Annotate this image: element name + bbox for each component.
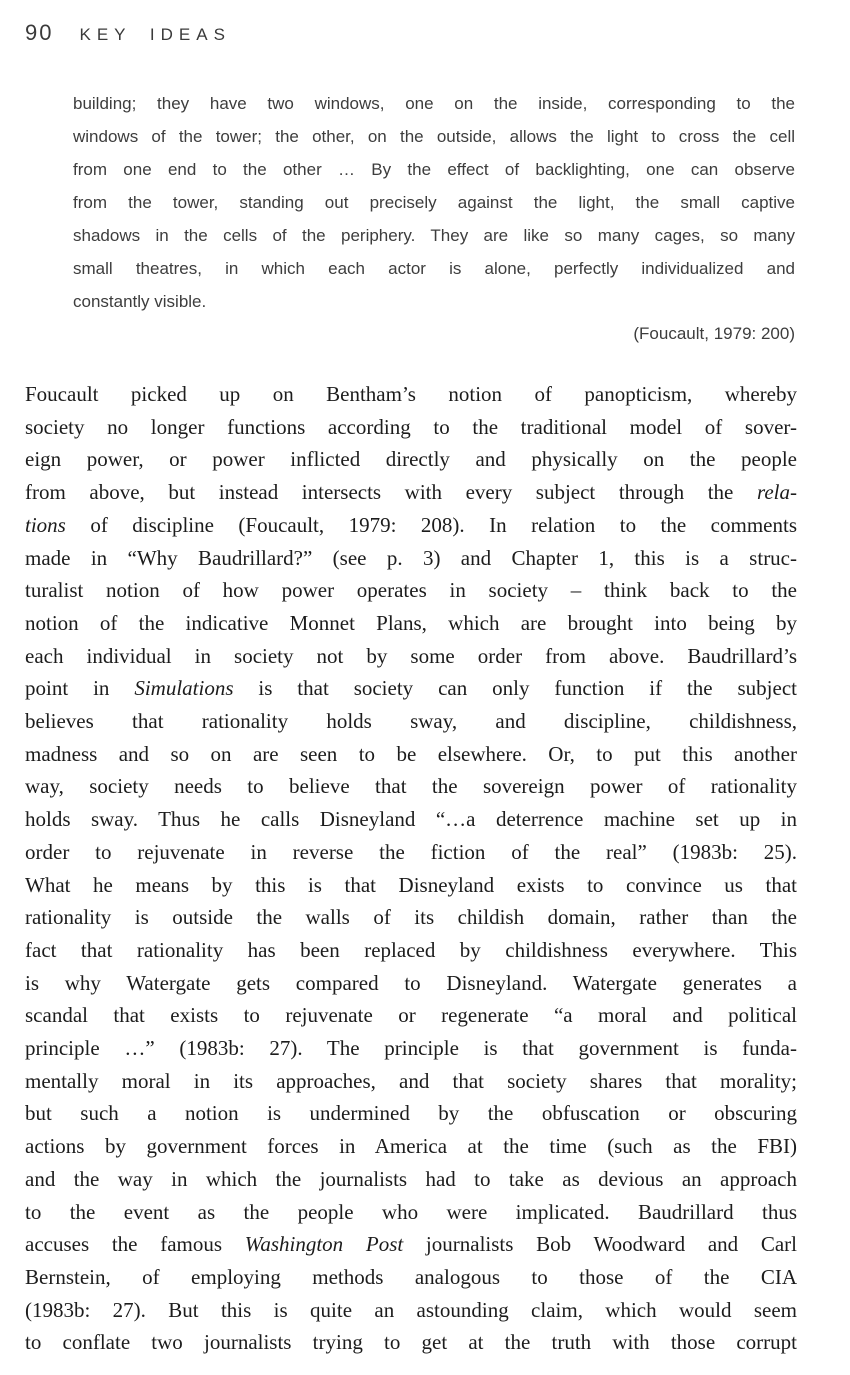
body-text-segment: believes that rationality holds sway, and discipline, childishness, <box>25 709 797 734</box>
quote-line: from one end to the other … By the effect of backlighting, one can observe <box>73 160 795 179</box>
body-text-segment: actions by government forces in America at the time (such as the FBI) <box>25 1134 797 1159</box>
body-line <box>25 967 797 1000</box>
body-line <box>25 476 797 509</box>
body-line <box>25 901 797 934</box>
body-line <box>25 836 797 869</box>
page-header <box>25 20 231 46</box>
body-text-segment: Bernstein, of employing methods analogous to those of the CIA <box>25 1264 797 1289</box>
body-line <box>25 607 797 640</box>
body-line <box>25 411 797 444</box>
body-text-segment: madness and so on are seen to be elsewhere. Or, to put this another <box>25 741 797 766</box>
body-line <box>25 542 797 575</box>
body-text-segment: of discipline (Foucault, 1979: 208). In relation to the comments <box>65 512 797 537</box>
page-number: 90 <box>25 20 54 45</box>
body-line <box>25 1326 797 1359</box>
body-line <box>25 1261 797 1294</box>
body-text-segment: journalists Bob Woodward and Carl <box>403 1232 798 1257</box>
body-text-segment: What he means by this is that Disneyland exists to convince us that <box>25 872 797 897</box>
body-line <box>25 1163 797 1196</box>
body-text-segment: to the event as the people who were implicated. Baudrillard thus <box>25 1199 797 1224</box>
body-text-segment: is why Watergate gets compared to Disneyland. Watergate generates a <box>25 970 797 995</box>
quote-line: from the tower, standing out precisely against the light, the small captive <box>73 193 795 212</box>
body-line <box>25 934 797 967</box>
body-text-segment: scandal that exists to rejuvenate or regenerate “a moral and political <box>25 1003 797 1028</box>
body-text-segment: order to rejuvenate in reverse the fiction of the real” (1983b: 25). <box>25 839 797 864</box>
body-text-segment: holds sway. Thus he calls Disneyland “…a deterrence machine set up in <box>25 807 797 832</box>
body-text-segment: from above, but instead intersects with every subject through the <box>25 480 757 505</box>
body-line <box>25 1130 797 1163</box>
body-text-segment: Foucault picked up on Bentham’s notion of panopticism, whereby <box>25 382 797 406</box>
body-line <box>25 999 797 1032</box>
body-text-segment: notion of the indicative Monnet Plans, which are brought into being by <box>25 610 797 635</box>
body-line <box>25 803 797 836</box>
body-line <box>25 378 797 411</box>
block-quote <box>73 87 795 318</box>
body-text-segment: eign power, or power inflicted directly and physically on the people <box>25 447 797 472</box>
body-line <box>25 1228 797 1261</box>
body-line <box>25 1196 797 1229</box>
body-text-segment: (1983b: 27). But this is quite an astounding claim, which would seem <box>25 1297 797 1322</box>
body-italic-segment: Simulations <box>134 676 234 701</box>
quote-line: constantly visible. <box>73 292 207 311</box>
body-text <box>25 378 797 1359</box>
quote-attribution: (Foucault, 1979: 200) <box>633 324 795 343</box>
running-head: KEY IDEAS <box>79 25 231 44</box>
body-line <box>25 574 797 607</box>
body-line <box>25 770 797 803</box>
quote-line: shadows in the cells of the periphery. They are like so many cages, so many <box>73 226 795 245</box>
body-text-segment: rationality is outside the walls of its childish domain, rather than the <box>25 905 797 930</box>
body-text-segment: principle …” (1983b: 27). The principle is that government is funda- <box>25 1036 797 1061</box>
body-text-segment: is that society can only function if the subject <box>233 676 797 701</box>
body-italic-segment: tions <box>25 512 66 537</box>
quote-line: building; they have two windows, one on the inside, corresponding to the <box>73 94 795 113</box>
body-line <box>25 738 797 771</box>
body-text-segment: society no longer functions according to the traditional model of sover- <box>25 414 797 439</box>
body-text-segment: turalist notion of how power operates in society – think back to the <box>25 578 797 603</box>
body-italic-segment: Washington Post <box>244 1232 404 1257</box>
body-text-segment: made in “Why Baudrillard?” (see p. 3) and Chapter 1, this is a struc- <box>25 545 797 570</box>
body-line <box>25 443 797 476</box>
body-line <box>25 1065 797 1098</box>
body-line <box>25 1294 797 1327</box>
body-text-segment: point in <box>25 676 135 701</box>
quote-line: windows of the tower; the other, on the outside, allows the light to cross the cell <box>73 127 795 146</box>
body-text-segment: fact that rationality has been replaced by childishness everywhere. This <box>25 937 797 962</box>
body-text-segment: and the way in which the journalists had to take as devious an approach <box>25 1166 797 1191</box>
body-italic-segment: rela- <box>756 480 797 505</box>
body-text-segment: mentally moral in its approaches, and that society shares that morality; <box>25 1068 797 1093</box>
body-text-segment: but such a notion is undermined by the obfuscation or obscuring <box>25 1101 797 1126</box>
body-text-segment: to conflate two journalists trying to get at the truth with those corrupt <box>25 1330 797 1355</box>
body-line <box>25 705 797 738</box>
body-line <box>25 1032 797 1065</box>
body-line <box>25 1097 797 1130</box>
body-line <box>25 640 797 673</box>
body-text-segment: accuses the famous <box>25 1232 245 1257</box>
quote-line: small theatres, in which each actor is alone, perfectly individualized and <box>73 259 795 278</box>
body-line <box>25 869 797 902</box>
body-line <box>25 509 797 542</box>
body-line <box>25 672 797 705</box>
body-text-segment: way, society needs to believe that the sovereign power of rationality <box>25 774 797 799</box>
body-text-segment: each individual in society not by some order from above. Baudrillard’s <box>25 643 797 668</box>
